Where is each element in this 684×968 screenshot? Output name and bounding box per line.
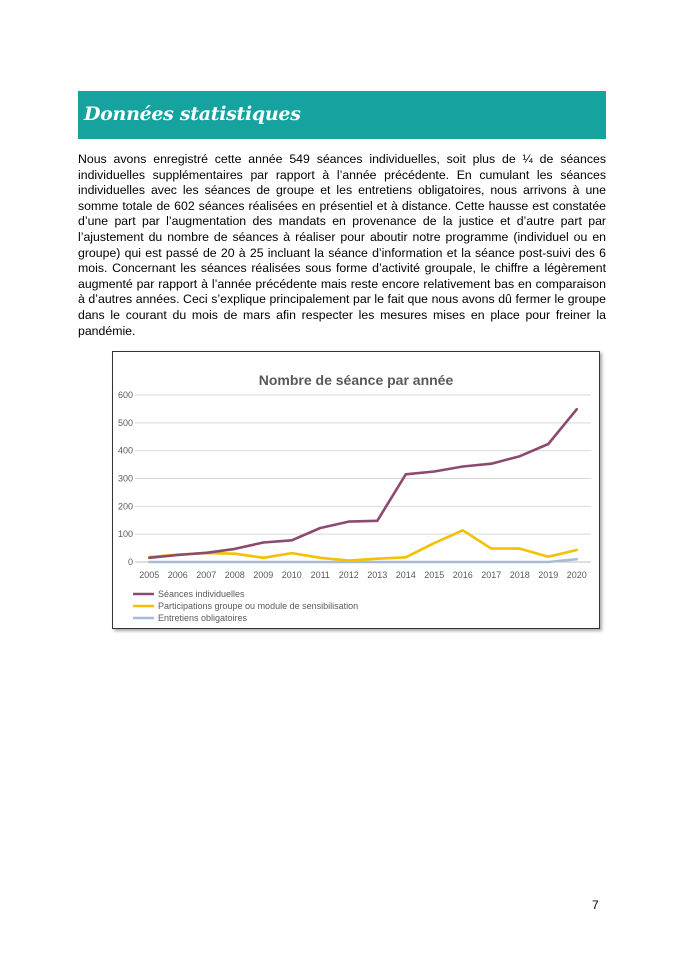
x-tick-label: 2014 [395,570,416,580]
x-tick-label: 2017 [481,570,502,580]
legend-label: Entretiens obligatoires [158,613,248,623]
x-tick-label: 2011 [310,570,330,580]
y-tick-label: 500 [117,417,133,428]
chart-title: Nombre de séance par année [258,372,454,388]
x-tick-label: 2016 [452,570,473,580]
x-tick-label: 2013 [367,570,388,580]
y-tick-label: 100 [117,529,133,540]
page-number: 7 [592,898,599,912]
x-tick-label: 2009 [253,570,274,580]
legend-label: Participations groupe ou module de sensibilisation [158,601,359,611]
legend-label: Séances individuelles [158,589,245,599]
x-tick-label: 2006 [167,570,188,580]
y-tick-label: 200 [117,501,133,512]
chart-container [112,351,600,629]
section-heading-band [78,91,606,139]
y-tick-label: 0 [127,557,133,567]
y-tick-label: 400 [117,445,133,456]
x-tick-label: 2019 [538,570,559,580]
x-tick-label: 2005 [139,570,160,580]
section-title: Données statistiques [84,103,301,125]
x-tick-label: 2010 [281,570,302,580]
body-paragraph: Nous avons enregistré cette année 549 séances individuelles, soit plus de ¼ de séances individuelles supplémentaires par rapport à l’année précédente. En cumulant les séances individuelles avec les séances de groupe et les entretiens obligatoires, nous arrivons à une somme totale de 602 séances réalisées en présentiel et à distance. Cette hausse est constatée d’une part par l’augmentation des mandats en provenance de la justice et d’autre part par l’ajustement du nombre de séances à réaliser pour aboutir notre programme (individuel ou en groupe) qui est passé de 20 à 25 incluant la séance d’information et la séance post-suivi des 6 mois. Concernant les séances réalisées sous forme d’activité groupale, le chiffre a légèrement augmenté par rapport à l’année précédente mais reste encore relativement bas en comparaison à d’autres années. Ceci s’explique principalement par le fait que nous avons dû fermer le groupe dans le courant du mois de mars afin respecter les mesures mises en place pour freiner la pandémie. [78,152,606,338]
x-tick-label: 2018 [509,570,530,580]
x-tick-label: 2012 [338,570,359,580]
x-tick-label: 2020 [566,570,587,580]
x-tick-label: 2007 [196,570,217,580]
series-line-0 [149,409,577,558]
y-tick-label: 300 [117,473,133,484]
y-tick-label: 600 [117,390,133,400]
x-tick-label: 2015 [424,570,445,580]
line-chart [113,352,599,628]
x-tick-label: 2008 [224,570,245,580]
series-line-1 [149,530,577,560]
